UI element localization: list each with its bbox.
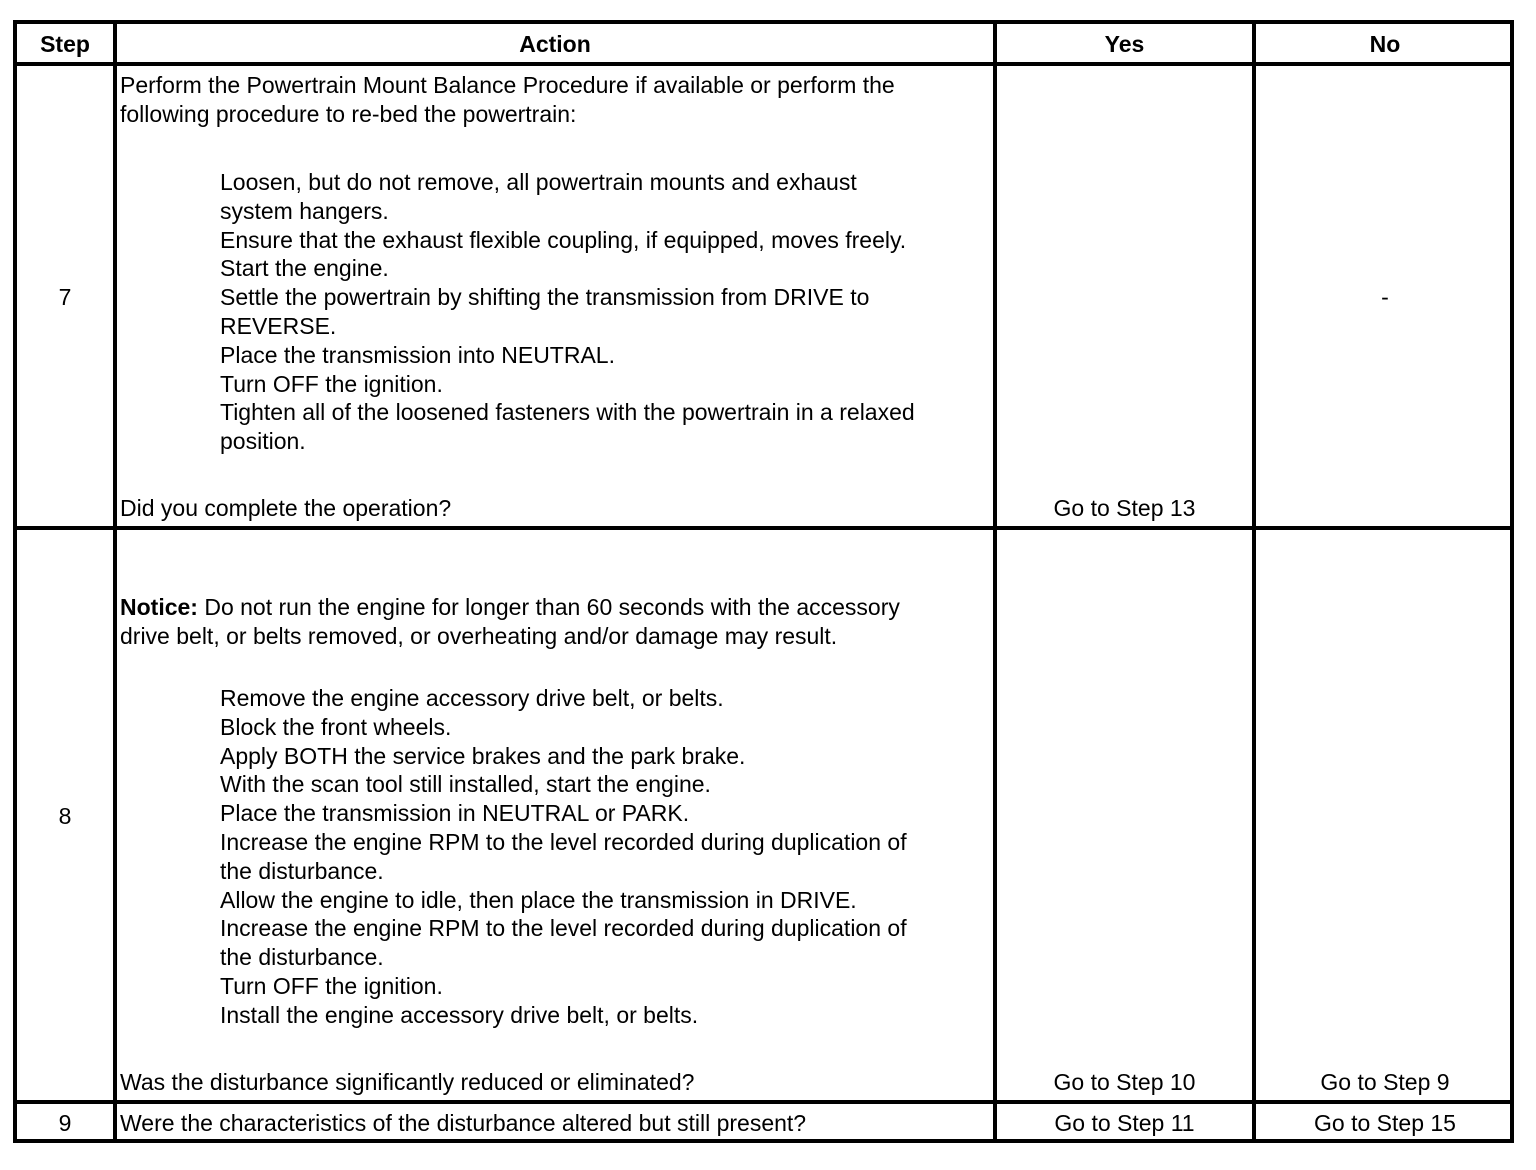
list-item: Allow the engine to idle, then place the transmission in DRIVE. [220, 886, 857, 913]
list-item: With the scan tool still installed, start the engine. [220, 771, 711, 798]
step-number: 9 [58, 1110, 72, 1136]
list-item: Increase the engine RPM to the level recorded during duplication of [220, 828, 907, 855]
yes-result: Go to Step 11 [1054, 1110, 1195, 1136]
list-item: system hangers. [220, 197, 389, 224]
diagnostic-table [13, 20, 1514, 1143]
list-item: Start the engine. [220, 255, 389, 282]
list-item: Settle the powertrain by shifting the transmission from DRIVE to [220, 284, 870, 311]
question: Were the characteristics of the disturbance altered but still present? [120, 1110, 807, 1136]
list-item: Turn OFF the ignition. [220, 370, 443, 397]
row-divider [17, 526, 1510, 530]
notice-label: Notice: [120, 594, 198, 620]
procedure-list [120, 168, 915, 456]
list-item: Install the engine accessory drive belt, or belts. [220, 1001, 699, 1028]
row-divider [17, 1100, 1510, 1104]
list-item: Block the front wheels. [220, 713, 452, 740]
no-result: - [1381, 284, 1389, 310]
list-item: Increase the engine RPM to the level recorded during duplication of [220, 915, 907, 942]
yes-result: Go to Step 13 [1053, 495, 1196, 521]
step-number: 7 [58, 284, 72, 310]
list-item: Ensure that the exhaust flexible coupling, if equipped, moves freely. [220, 226, 907, 253]
column-divider [1252, 24, 1256, 1139]
list-item: Place the transmission in NEUTRAL or PARK. [220, 800, 690, 827]
list-item: the disturbance. [220, 857, 384, 884]
procedure-list [120, 684, 907, 1030]
list-item: position. [220, 428, 306, 455]
column-divider [113, 24, 117, 1139]
column-divider [993, 24, 997, 1139]
question: Was the disturbance significantly reduced or eliminated? [120, 1069, 695, 1095]
no-result: Go to Step 15 [1314, 1110, 1456, 1136]
action-intro: Perform the Powertrain Mount Balance Procedure if available or perform the following procedure to re-bed the powertrain: [120, 72, 895, 127]
header-action: Action [519, 31, 591, 57]
list-item: REVERSE. [220, 312, 337, 339]
question: Did you complete the operation? [120, 495, 452, 521]
yes-result: Go to Step 10 [1053, 1069, 1196, 1095]
step-number: 8 [58, 803, 72, 829]
header-yes: Yes [1104, 31, 1145, 57]
header-step: Step [40, 31, 90, 57]
header-no: No [1369, 31, 1401, 57]
list-item: Loosen, but do not remove, all powertrain mounts and exhaust [220, 169, 857, 195]
list-item: Turn OFF the ignition. [220, 972, 443, 999]
list-item: Remove the engine accessory drive belt, or belts. [220, 685, 724, 711]
notice: Notice: Do not run the engine for longer than 60 seconds with the accessory drive belt, or belts removed, or overheating and/or damage may result. [120, 594, 900, 649]
list-item: the disturbance. [220, 944, 384, 971]
no-result: Go to Step 9 [1320, 1069, 1450, 1095]
row-divider [17, 62, 1510, 66]
list-item: Place the transmission into NEUTRAL. [220, 341, 615, 368]
list-item: Apply BOTH the service brakes and the park brake. [220, 742, 746, 769]
list-item: Tighten all of the loosened fasteners with the powertrain in a relaxed [220, 399, 915, 426]
